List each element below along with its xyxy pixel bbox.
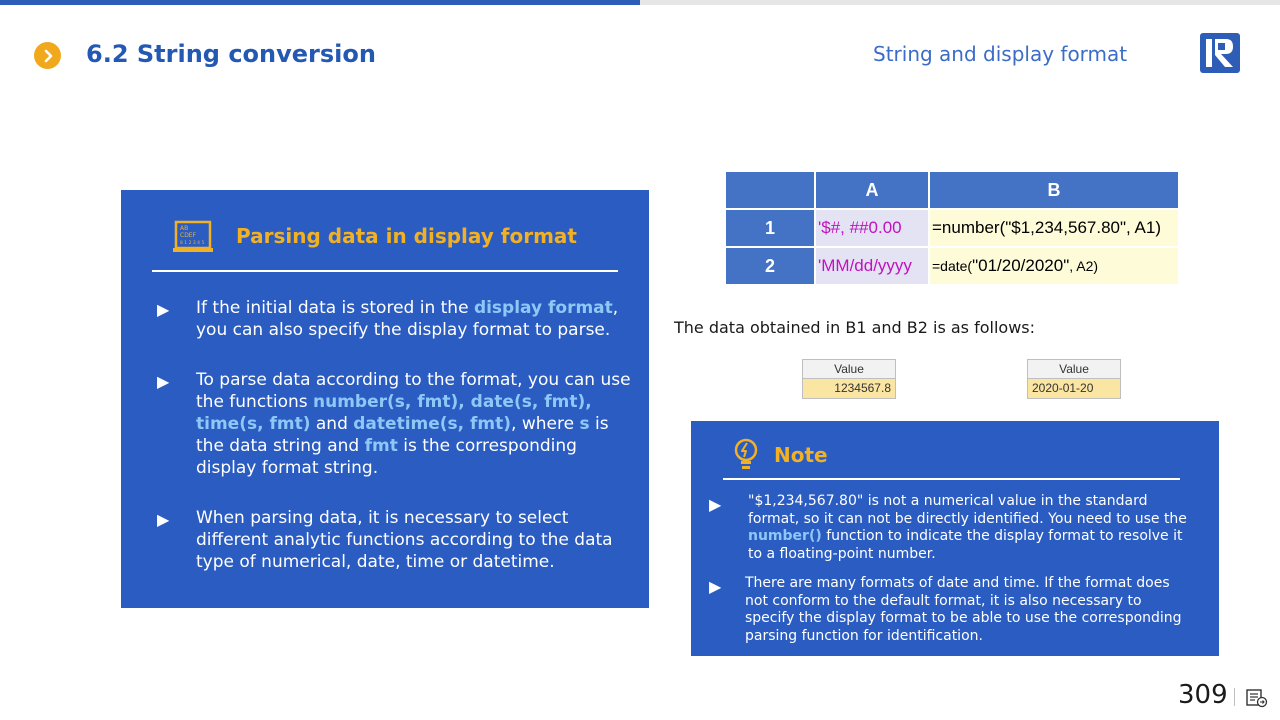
highlighted-term: datetime(s, fmt) — [353, 414, 512, 434]
chalkboard-line-3: 8 1 2 3 4 5 — [180, 241, 205, 246]
result-value: 2020-01-20 — [1028, 379, 1120, 398]
page-subtitle: String and display format — [873, 42, 1128, 66]
cell-b1-text: =number("$1,234,567.80", A1) — [932, 218, 1161, 237]
slide-sorter-icon[interactable] — [1246, 688, 1268, 708]
bullet-triangle-icon: ▶ — [709, 577, 722, 596]
highlighted-term: display format — [473, 298, 613, 318]
cell-a2: 'MM/dd/yyyy — [815, 247, 929, 285]
note-panel — [691, 421, 1219, 656]
text-segment: To parse data according to the format, you can use the functions — [196, 370, 631, 412]
highlighted-term: number(s, fmt), date(s, fmt), time(s, fmt) — [196, 392, 592, 434]
text-segment: , you can also specify the display format to parse. — [196, 298, 619, 340]
text-segment: function to indicate the display format to resolve it to a floating-point number. — [748, 528, 1183, 562]
text-segment: If the initial data is stored in the — [196, 298, 474, 318]
row-header-1: 1 — [725, 209, 815, 247]
chalkboard-line-2: CDEF — [180, 232, 197, 239]
text-segment: is the corresponding display format string. — [196, 436, 577, 478]
bullet-text-2 — [196, 369, 636, 479]
text-segment: and — [310, 414, 354, 434]
note-text-1 — [748, 493, 1198, 563]
chalkboard-line-1: AB — [180, 225, 189, 232]
result-header: Value — [803, 360, 895, 379]
heading-divider — [152, 270, 618, 272]
panel-heading: Parsing data in display format — [236, 224, 577, 248]
result-header: Value — [1028, 360, 1120, 379]
top-progress-track — [640, 0, 1280, 5]
cell-b2-suffix: , A2) — [1069, 258, 1099, 274]
bullet-text-3 — [196, 507, 636, 573]
footer-divider — [1234, 688, 1235, 706]
chevron-right-icon — [34, 42, 61, 69]
page-title: 6.2 String conversion — [86, 40, 376, 68]
chalkboard-icon — [173, 220, 215, 254]
lightbulb-icon — [733, 438, 759, 472]
cell-b2 — [929, 247, 1179, 285]
logo-icon — [1199, 32, 1241, 74]
bullet-triangle-icon: ▶ — [157, 300, 170, 319]
bullet-triangle-icon: ▶ — [709, 495, 722, 514]
result-caption: The data obtained in B1 and B2 is as follows: — [674, 318, 1036, 337]
note-divider — [723, 478, 1180, 480]
page-number: 309 — [1178, 680, 1228, 710]
highlighted-term: s — [579, 414, 590, 434]
top-progress-bar — [0, 0, 640, 5]
cell-b1 — [929, 209, 1179, 247]
note-text-2 — [745, 575, 1195, 645]
text-segment: is the data string and — [196, 414, 609, 456]
result-box-b2 — [1027, 359, 1121, 399]
highlighted-term: fmt — [364, 436, 398, 456]
highlighted-term: number() — [748, 528, 822, 544]
cell-a1: '$#, ##0.00 — [815, 209, 929, 247]
bullet-triangle-icon: ▶ — [157, 510, 170, 529]
bullet-text-1 — [196, 297, 636, 341]
bullet-triangle-icon: ▶ — [157, 372, 170, 391]
text-segment: When parsing data, it is necessary to select different analytic functions according to the data type of numerical, date, time or datetime. — [196, 508, 613, 572]
parsing-info-panel — [121, 190, 649, 608]
column-header-b: B — [929, 171, 1179, 209]
note-heading: Note — [774, 443, 828, 467]
cell-b2-prefix: =date( — [932, 258, 973, 274]
row-header-2: 2 — [725, 247, 815, 285]
text-segment: , where — [511, 414, 580, 434]
result-box-b1 — [802, 359, 896, 399]
text-segment: There are many formats of date and time. If the format does not conform to the default format, it is also necessary to specify the display format to be able to use the corresponding parsing function for identification. — [745, 575, 1182, 644]
corner-cell — [725, 171, 815, 209]
column-header-a: A — [815, 171, 929, 209]
spreadsheet-example — [724, 170, 1180, 286]
cell-b2-main: "01/20/2020" — [972, 256, 1070, 275]
text-segment: "$1,234,567.80" is not a numerical value in the standard format, so it can not be directly identified. You need to use the — [748, 493, 1187, 527]
result-value: 1234567.8 — [803, 379, 895, 398]
